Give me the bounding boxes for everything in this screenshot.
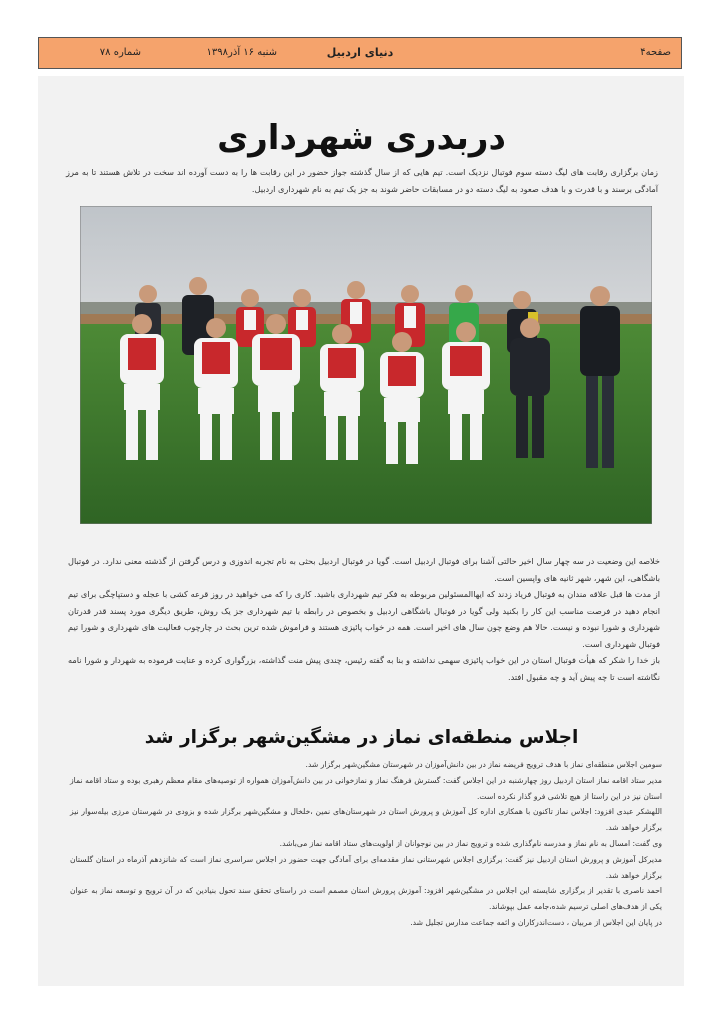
- article1-title: دربدری شهرداری: [217, 118, 506, 158]
- article1-intro: زمان برگزاری رقابت های لیگ دسته سوم فوتبال نزدیک است. تیم هایی که از سال گذشته جواز حضور در این رقابت ها را به دست آورده اند سخت در تلاش هستند تا به مرز آمادگی برسند و با قدرت و با هدف صعود به لیگ دسته دو در مسابقات حاضر شوند به جز یک تیم به نام شهرداری اردبیل.: [66, 167, 658, 194]
- article2-paragraph: اللهشکر عبدی افزود: اجلاس نماز تاکنون با همکاری اداره کل آموزش و پرورش استان در شهرستان‌های نمین ،خلخال و مشگین‌شهر برگزار شده و بزودی در شهرستان مرزی بیله‌سوار نیز برگزار خواهد شد.: [70, 807, 662, 833]
- article2-paragraph: مدیر ستاد اقامه نماز استان اردبیل روز چهارشنبه در این اجلاس گفت: گسترش فرهنگ نماز و نمازخوانی در بین دانش‌آموزان همواره از توصیه‌های مقام معظم رهبری بوده و ستاد اقامه نماز استان نیز در این راستا از هیچ تلاشی فرو گذار نکرده است.: [70, 775, 662, 801]
- issue-date: شنبه ۱۶ آذر۱۳۹۸: [206, 47, 277, 58]
- article1-paragraph: باز خدا را شکر که هیأت فوتبال استان در این خواب پائیزی سهمی نداشته و بنا به گفته رئیس، چندی پیش منت گذاشته، بزرگواری کرده و عنایت فرموده به شهردار و شورا نامه نگاشته است تا چه پیش آید و چه مقبول افتد.: [68, 655, 660, 682]
- publication-title: دنیای اردبیل: [326, 46, 394, 59]
- article2-paragraph: در پایان این اجلاس از مربیان ، دست‌اندرکاران و ائمه جماعت مدارس تجلیل شد.: [410, 917, 662, 927]
- article2-paragraph: مدیرکل آموزش و پرورش استان اردبیل نیز گفت: برگزاری اجلاس شهرستانی نماز مقدمه‌ای برای آمادگی جهت حضور در اجلاس سراسری نماز است که شانزدهم آذرماه در استان گلستان برگزار خواهد شد.: [70, 854, 662, 880]
- article2-paragraph: سومین اجلاس منطقه‌ای نماز با هدف ترویج فریضه نماز در بین دانش‌آموزان در شهرستان مشگین‌شهر برگزار شد.: [305, 760, 662, 769]
- article1-body: [68, 553, 660, 685]
- article1-paragraph: از مدت ها قبل علاقه مندان به فوتبال فریاد زدند که ایهاالمسئولین مربوطه به فکر تیم شهرداری باشید. کاری را که می خواهید در روز قرعه کشی با عجله و دستپاچگی برای تیم انجام دهید در فرصت مناسب این کار را بکنید ولی گویا در فوتبال باشگاهی اردبیل و بخصوص در رابطه با تیم شهرداری جز یک روش، طریق دیگری مورد پسند قدر قدرتان شهرداری و شورا نبوده و نیست. حالا هم وضع چون سال های اخیر است. همه در خواب پائیزی هستند و فراموش شده ترین بحث در چارچوب فعالیت های شهرداری و شورا تیم فوتبال شهرداری است.: [68, 589, 660, 649]
- article1-paragraph: خلاصه این وضعیت در سه چهار سال اخیر حالتی آشنا برای فوتبال اردبیل است. گویا در فوتبال اردبیل بحثی به نام تجربه اندوزی و درس گرفتن از گذشته معنی ندارد. در فوتبال باشگاهی، این شهر، شهر ثانیه های واپسین است.: [68, 556, 660, 583]
- article2-body: [70, 757, 662, 931]
- page-number: صفحه۴: [640, 47, 671, 58]
- issue-number: شماره ۷۸: [99, 47, 141, 58]
- team-photo: [80, 206, 652, 524]
- article2-title: اجلاس منطقه‌ای نماز در مشگین‌شهر برگزار شد: [144, 727, 579, 748]
- article2-paragraph: وی گفت: امسال به نام نماز و مدرسه نام‌گذاری شده و ترویج نماز در بین نوجوانان از اولویت‌های ستاد اقامه نماز می‌باشد.: [279, 838, 662, 848]
- page-header: [38, 37, 682, 69]
- article2-paragraph: احمد ناصری با تقدیر از برگزاری شایسته این اجلاس در مشگین‌شهر افزود: آموزش پرورش استان مصمم است در راستای تحقق سند تحول بنیادین که در آن ترویج و توسعه نماز به عنوان یکی از هدف‌های اصلی ترسیم شده،جامه عمل بپوشاند.: [70, 886, 662, 912]
